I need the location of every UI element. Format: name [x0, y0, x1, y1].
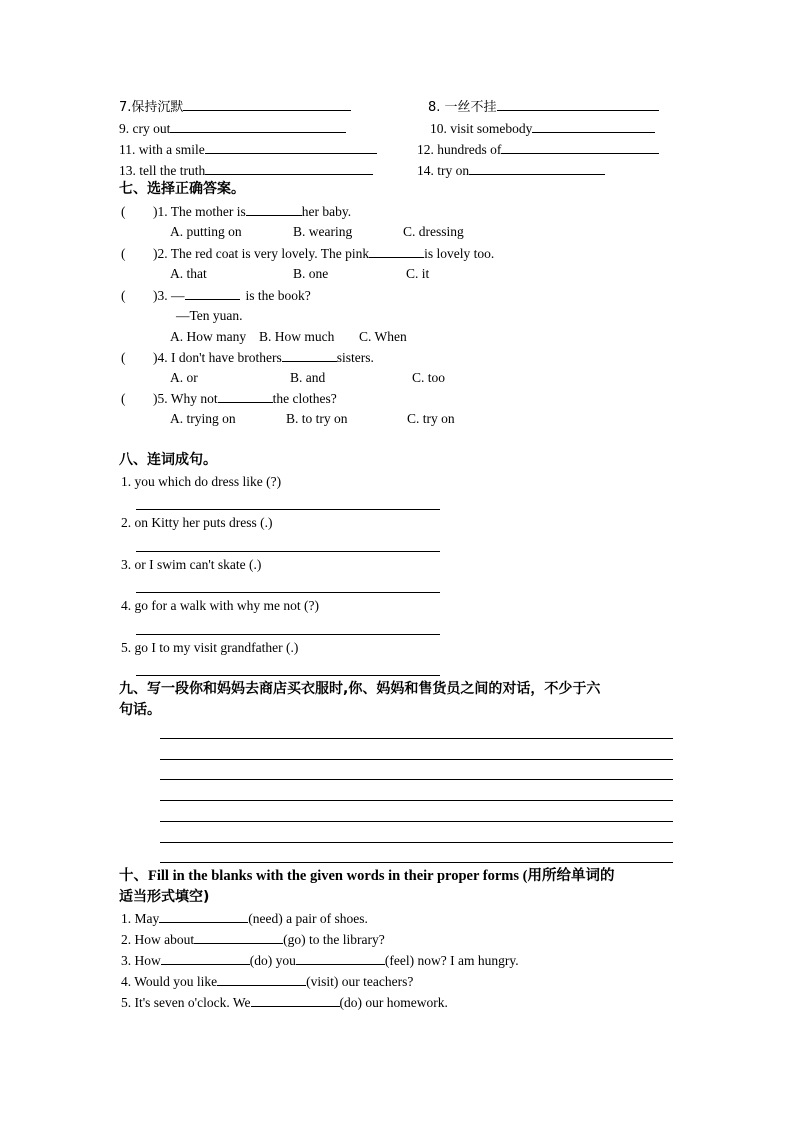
mc-q2-blank — [369, 245, 424, 258]
mc-q3-blank — [185, 287, 240, 300]
reorder-q4: 4. go for a walk with why me not (?) — [121, 598, 319, 613]
mc-q4-option-a[interactable]: A. or — [170, 370, 198, 385]
writing-line[interactable] — [160, 738, 673, 739]
reorder-q1: 1. you which do dress like (?) — [121, 474, 282, 489]
q10-answer-blank[interactable] — [532, 120, 655, 133]
mc-q3-stem: )3. — — [153, 288, 185, 303]
fill-q3-hint: (feel) now? I am hungry. — [384, 953, 519, 968]
fill-q2-pre: 2. How about — [121, 932, 195, 947]
section10-heading-line2: 适当形式填空) — [119, 889, 210, 905]
mc-q3-option-a[interactable]: A. How many — [170, 329, 247, 344]
writing-line[interactable] — [160, 821, 673, 822]
reorder-q4-answer-line[interactable] — [136, 634, 440, 635]
section8-heading: 八、连词成句。 — [119, 452, 217, 468]
fill-q3-pre: 3. How — [121, 953, 161, 968]
mc-q3-paren[interactable]: ( — [121, 288, 126, 303]
mc-q2-option-c[interactable]: C. it — [406, 266, 430, 281]
mc-q2-stem: )2. The red coat is very lovely. The pink — [153, 246, 370, 261]
q13-answer-blank[interactable] — [205, 162, 373, 175]
q10-label: 10. visit somebody — [430, 121, 533, 136]
mc-q1-options — [170, 224, 464, 240]
q9-answer-blank[interactable] — [170, 120, 346, 133]
q14-answer-blank[interactable] — [469, 162, 605, 175]
writing-line[interactable] — [160, 800, 673, 801]
mc-q3-option-b[interactable]: B. How much — [259, 329, 335, 344]
q14-label: 14. try on — [417, 163, 470, 178]
translation-q14 — [417, 162, 605, 179]
writing-line[interactable] — [160, 842, 673, 843]
mc-q5-option-c[interactable]: C. try on — [407, 411, 455, 426]
fill-q5-blank[interactable] — [251, 994, 340, 1007]
fill-q3-blank-1[interactable] — [161, 952, 250, 965]
mc-q1-option-c[interactable]: C. dressing — [403, 224, 464, 239]
fill-q4-blank[interactable] — [217, 973, 306, 986]
fill-q3-mid: (do) you — [249, 953, 296, 968]
fill-q4 — [121, 973, 413, 990]
mc-q1-stem: )1. The mother is — [153, 204, 246, 219]
reorder-q1-answer-line[interactable] — [136, 509, 440, 510]
reorder-q3: 3. or I swim can't skate (.) — [121, 557, 262, 572]
fill-q1-hint: (need) a pair of shoes. — [248, 911, 368, 926]
translation-q8 — [428, 98, 659, 116]
mc-q2-stem-end: is lovely too. — [424, 246, 495, 261]
mc-q1-paren[interactable]: ( — [121, 204, 126, 219]
writing-line[interactable] — [160, 862, 673, 863]
mc-q2 — [121, 245, 494, 262]
fill-q5-hint: (do) our homework. — [339, 995, 448, 1010]
mc-q5-option-a[interactable]: A. trying on — [170, 411, 236, 426]
mc-q2-option-a[interactable]: A. that — [170, 266, 207, 281]
fill-q4-hint: (visit) our teachers? — [306, 974, 414, 989]
fill-q1-blank[interactable] — [159, 910, 248, 923]
mc-q4-option-c[interactable]: C. too — [412, 370, 446, 385]
mc-q5-paren[interactable]: ( — [121, 391, 126, 406]
mc-q4-stem-end: sisters. — [336, 350, 374, 365]
mc-q4 — [121, 349, 374, 366]
mc-q2-option-b[interactable]: B. one — [293, 266, 329, 281]
mc-q1-option-a[interactable]: A. putting on — [170, 224, 242, 239]
translation-q12 — [417, 141, 659, 158]
fill-q5-pre: 5. It's seven o'clock. We — [121, 995, 251, 1010]
translation-q10 — [430, 120, 655, 137]
reorder-q3-answer-line[interactable] — [136, 592, 440, 593]
fill-q3 — [121, 952, 519, 969]
mc-q3 — [121, 287, 311, 304]
writing-line[interactable] — [160, 779, 673, 780]
reorder-q2-answer-line[interactable] — [136, 551, 440, 552]
q7-label: 7.保持沉默 — [119, 100, 184, 115]
mc-q5 — [121, 390, 337, 407]
mc-q1 — [121, 203, 351, 220]
mc-q3-options — [170, 329, 407, 345]
q13-label: 13. tell the truth — [119, 163, 206, 178]
mc-q4-options — [170, 370, 445, 386]
mc-q3-option-c[interactable]: C. When — [359, 329, 407, 344]
mc-q4-paren[interactable]: ( — [121, 350, 126, 365]
mc-q4-blank — [282, 349, 337, 362]
fill-q5 — [121, 994, 448, 1011]
mc-q3-reply: —Ten yuan. — [176, 308, 243, 323]
mc-q5-options — [170, 411, 455, 427]
mc-q5-stem: )5. Why not — [153, 391, 218, 406]
q8-answer-blank[interactable] — [497, 98, 659, 111]
fill-q4-pre: 4. Would you like — [121, 974, 218, 989]
mc-q1-stem-end: her baby. — [301, 204, 352, 219]
mc-q2-options — [170, 266, 429, 282]
section10-heading-line1: 十、Fill in the blanks with the given words in their proper forms (用所给单词的 — [119, 868, 615, 884]
mc-q5-blank — [218, 390, 273, 403]
fill-q2-blank[interactable] — [194, 931, 283, 944]
fill-q1 — [121, 910, 368, 927]
section9-heading-line2: 句话。 — [119, 702, 161, 718]
q12-answer-blank[interactable] — [501, 141, 659, 154]
fill-q2-hint: (go) to the library? — [283, 932, 385, 947]
q11-label: 11. with a smile — [119, 142, 205, 157]
writing-line[interactable] — [160, 759, 673, 760]
reorder-q5: 5. go I to my visit grandfather (.) — [121, 640, 299, 655]
mc-q1-option-b[interactable]: B. wearing — [293, 224, 353, 239]
q9-label: 9. cry out — [119, 121, 171, 136]
translation-q13 — [119, 162, 373, 179]
fill-q2 — [121, 931, 385, 948]
mc-q2-paren[interactable]: ( — [121, 246, 126, 261]
fill-q3-blank-2[interactable] — [296, 952, 385, 965]
q8-label: 8. 一丝不挂 — [428, 100, 497, 115]
translation-q11 — [119, 141, 377, 158]
translation-q7 — [119, 98, 351, 116]
q12-label: 12. hundreds of — [417, 142, 502, 157]
q11-answer-blank[interactable] — [205, 141, 377, 154]
section7-heading: 七、选择正确答案。 — [119, 181, 245, 197]
mc-q4-stem: )4. I don't have brothers — [153, 350, 282, 365]
fill-q1-pre: 1. May — [121, 911, 160, 926]
reorder-q2: 2. on Kitty her puts dress (.) — [121, 515, 273, 530]
mc-q1-blank — [246, 203, 302, 216]
reorder-q5-answer-line[interactable] — [136, 675, 440, 676]
q7-answer-blank[interactable] — [183, 98, 351, 111]
mc-q4-option-b[interactable]: B. and — [290, 370, 326, 385]
mc-q5-stem-end: the clothes? — [272, 391, 337, 406]
mc-q5-option-b[interactable]: B. to try on — [286, 411, 348, 426]
section9-heading-line1: 九、写一段你和妈妈去商店买衣服时,你、妈妈和售货员之间的对话，不少于六 — [119, 681, 601, 697]
mc-q3-stem-end: is the book? — [245, 288, 311, 303]
translation-q9 — [119, 120, 346, 137]
